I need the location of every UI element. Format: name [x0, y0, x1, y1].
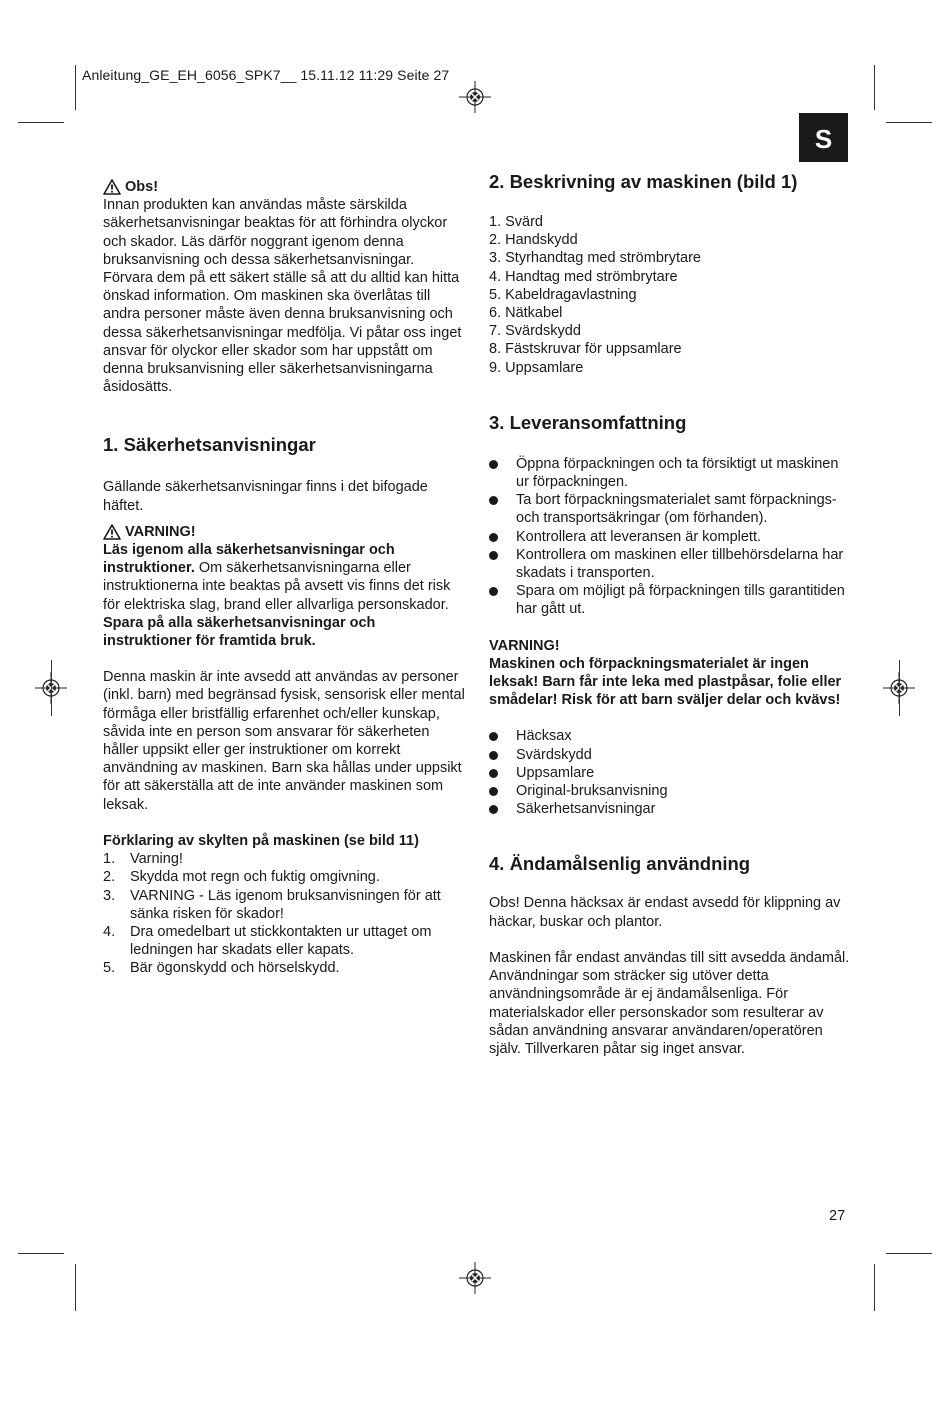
bullet-icon — [489, 732, 498, 741]
bullet-icon — [489, 496, 498, 505]
warning-text: Maskinen och förpackningsmaterialet är ingen leksak! Barn får inte leka med plastpåsar, folie eller smådelar! Risk för att barn sväljer delar och kvävs! — [489, 655, 842, 709]
language-tab: S — [799, 113, 848, 162]
warning-triangle-icon — [103, 179, 121, 195]
bullet-icon — [489, 751, 498, 760]
bullet-icon — [489, 769, 498, 778]
crop-mark — [874, 1264, 875, 1311]
children-text: Denna maskin är inte avsedd att användas av personer (inkl. barn) med begränsad fysisk, sensorisk eller mental förmåga eller bristfällig erfarenhet och/eller kunskap, såvida inte en person som ansvarar för säkerheten håller uppsikt eller ger instruktioner om korrekt användning av maskinen. Barn ska hållas under uppsikt för att säkerställa att de inte använder maskinen som leksak. — [103, 669, 465, 813]
list-item: Säkerhetsanvisningar — [489, 800, 851, 818]
section2-title: 2. Beskrivning av maskinen (bild 1) — [489, 171, 798, 192]
bullet-icon — [489, 587, 498, 596]
sign-list — [103, 850, 465, 977]
warning-heading — [103, 523, 465, 541]
list-item: 3. VARNING - Läs igenom bruksanvisningen för att sänka risken för skador! — [103, 887, 441, 922]
list-item: Svärdskydd — [489, 746, 851, 764]
list-item: Öppna förpackningen och ta försiktigt ut maskinen ur förpackningen. — [489, 455, 851, 491]
warning-bold-1: Läs igenom alla säkerhetsanvisningar och instruktioner. — [103, 542, 395, 577]
list-item: Häcksax — [489, 727, 851, 745]
list-item: 4. Handtag med strömbrytare — [489, 268, 678, 285]
list-item: 5. Kabeldragavlastning — [489, 286, 637, 303]
delivery-steps-list — [489, 455, 851, 619]
section1-title: 1. Säkerhetsanvisningar — [103, 434, 316, 456]
bullet-icon — [489, 460, 498, 469]
crop-mark — [899, 660, 900, 716]
list-item: 4. Dra omedelbart ut stickkontakten ur uttaget om ledningen har skadats eller kapats. — [103, 923, 432, 959]
crop-mark — [886, 122, 932, 123]
contents-list — [489, 727, 851, 818]
left-column — [103, 178, 465, 978]
registration-mark-icon — [459, 81, 491, 113]
obs-text: Innan produkten kan användas måste särskilda säkerhetsanvisningar beaktas för att förhindra olyckor och skador. Läs därför noggrant igenom denna bruksanvisning och dessa säkerhetsanvisningar. Förvara dem på ett säkert ställe så att du alltid kan hitta önskad information. Om maskinen ska överlåtas till andra personer måste även denna bruksanvisning och dessa säkerhetsanvisningar medfölja. Vi påtar oss inget ansvar för olyckor eller skador som har uppstått om denna bruksanvisning eller säkerhetsanvisningarna åsidosätts. — [103, 197, 462, 396]
list-item: Ta bort förpackningsmaterialet samt förpacknings- och transportsäkringar (om förhanden). — [489, 491, 851, 527]
crop-mark — [874, 65, 875, 110]
right-column — [489, 170, 851, 1058]
warning-title: VARNING! — [125, 523, 196, 540]
crop-mark — [75, 65, 76, 110]
bullet-icon — [489, 787, 498, 796]
list-item: 5. Bär ögonskydd och hörselskydd. — [103, 960, 340, 977]
warning-paragraph — [103, 541, 465, 614]
list-item: Uppsamlare — [489, 764, 851, 782]
list-item: 2. Handskydd — [489, 232, 578, 249]
section3-title: 3. Leveransomfattning — [489, 411, 687, 433]
bullet-icon — [489, 551, 498, 560]
section4-paragraph-1: Obs! Denna häcksax är endast avsedd för klippning av häckar, buskar och plantor. — [489, 895, 841, 930]
bullet-icon — [489, 533, 498, 542]
list-item: 2. Skydda mot regn och fuktig omgivning. — [103, 869, 380, 886]
crop-mark — [51, 660, 52, 716]
warning-text: Om säkerhetsanvisningarna eller instruktionerna inte beaktas på avsett vis finns det risk för elektriska slag, brand eller allvarliga personskador. — [103, 560, 451, 613]
warning-title: VARNING! — [489, 637, 560, 654]
registration-mark-icon — [459, 1262, 491, 1294]
list-item: 1. Svärd — [489, 214, 543, 230]
list-item: 1. Varning! — [103, 851, 183, 868]
warning-triangle-icon — [103, 524, 121, 540]
crop-mark — [18, 122, 64, 123]
page-number: 27 — [829, 1208, 846, 1224]
section4-title: 4. Ändamålsenlig användning — [489, 853, 751, 875]
obs-heading — [103, 178, 465, 196]
section4-paragraph-2: Maskinen får endast användas till sitt avsedda ändamål. Användningar som sträcker sig utöver detta användningsområde är ej ändamålsenliga. För materialskador eller personskador som resulterar av sådan användning ansvarar användaren/operatören själv. Tillverkaren påtar sig inget ansvar. — [489, 949, 850, 1057]
parts-list — [489, 213, 851, 377]
crop-mark — [18, 1253, 64, 1254]
list-item: 9. Uppsamlare — [489, 359, 584, 376]
warning-bold-2: Spara på alla säkerhetsanvisningar och instruktioner för framtida bruk. — [103, 614, 376, 650]
crop-mark — [75, 1264, 76, 1311]
bullet-icon — [489, 805, 498, 814]
section1-intro: Gällande säkerhetsanvisningar finns i det bifogade häftet. — [103, 479, 428, 514]
list-item: 8. Fästskruvar för uppsamlare — [489, 341, 682, 358]
list-item: Original-bruksanvisning — [489, 782, 851, 800]
list-item: 3. Styrhandtag med strömbrytare — [489, 250, 701, 267]
crop-mark — [886, 1253, 932, 1254]
list-item: Kontrollera om maskinen eller tillbehörsdelarna har skadats i transporten. — [489, 546, 851, 582]
list-item: Spara om möjligt på förpackningen tills garantitiden har gått ut. — [489, 582, 851, 618]
obs-title: Obs! — [125, 179, 159, 195]
list-item: Kontrollera att leveransen är komplett. — [489, 528, 851, 546]
sign-title: Förklaring av skylten på maskinen (se bild 11) — [103, 832, 419, 849]
list-item: 6. Nätkabel — [489, 305, 563, 322]
list-item: 7. Svärdskydd — [489, 323, 581, 340]
file-info-header: Anleitung_GE_EH_6056_SPK7__ 15.11.12 11:29 Seite 27 — [82, 67, 450, 83]
